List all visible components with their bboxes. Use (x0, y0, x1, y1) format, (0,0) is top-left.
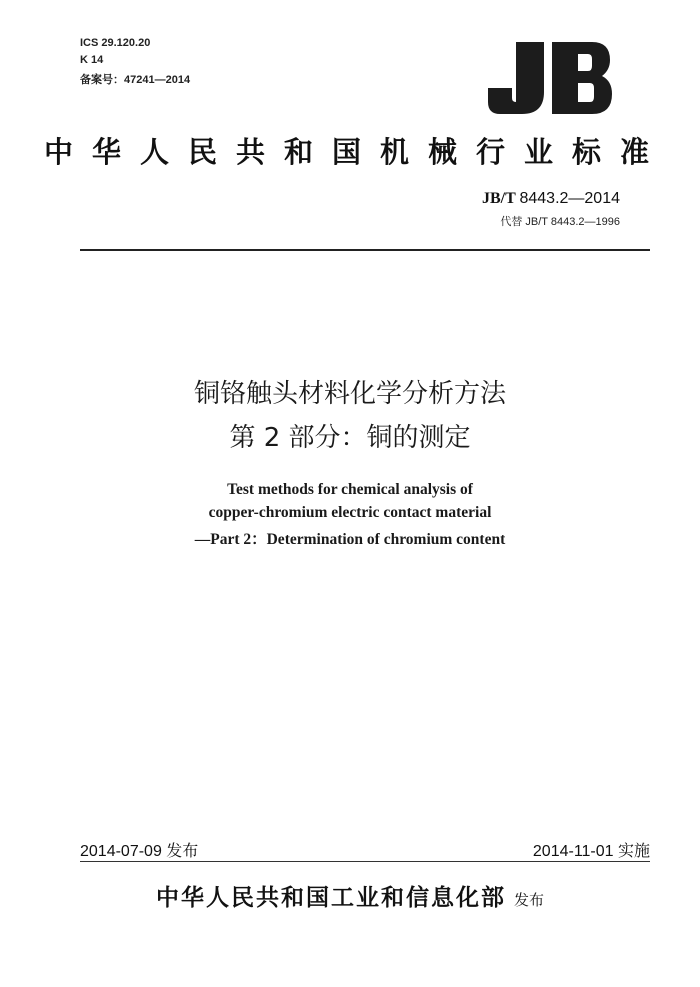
issuer-label: 发布 (513, 891, 544, 909)
implement-date: 2014-11-01 实施 (532, 843, 650, 860)
header-divider (80, 249, 650, 251)
replaces-note: 代替 JB/T 8443.2—1996 (500, 216, 620, 228)
ics-code: ICS 29.120.20 (80, 37, 151, 49)
chinese-title-line-2: 第 2 部分：铜的测定 (229, 423, 471, 453)
classification-code: K 14 (80, 54, 104, 66)
issuer-organization: 中华人民共和国工业和信息化部 (155, 885, 506, 911)
english-title-line-1: Test methods for chemical analysis of (227, 481, 473, 498)
standard-prefix: JB/T (481, 190, 516, 207)
jb-logo (486, 40, 614, 116)
record-number: 备案号：47241—2014 (80, 74, 191, 86)
standard-number (482, 190, 620, 208)
standard-number-value: 8443.2—2014 (519, 190, 620, 207)
footer-divider (80, 861, 650, 862)
english-title-line-3: —Part 2：Determination of chromium content (194, 531, 506, 548)
chinese-title-line-1: 铜铬触头材料化学分析方法 (193, 379, 506, 409)
english-title-line-2: copper-chromium electric contact material (208, 504, 492, 521)
standard-type-title: 中华人民共和国机械行业标准 (43, 135, 668, 169)
issuer (0, 879, 700, 912)
publish-date: 2014-07-09 发布 (80, 843, 199, 860)
